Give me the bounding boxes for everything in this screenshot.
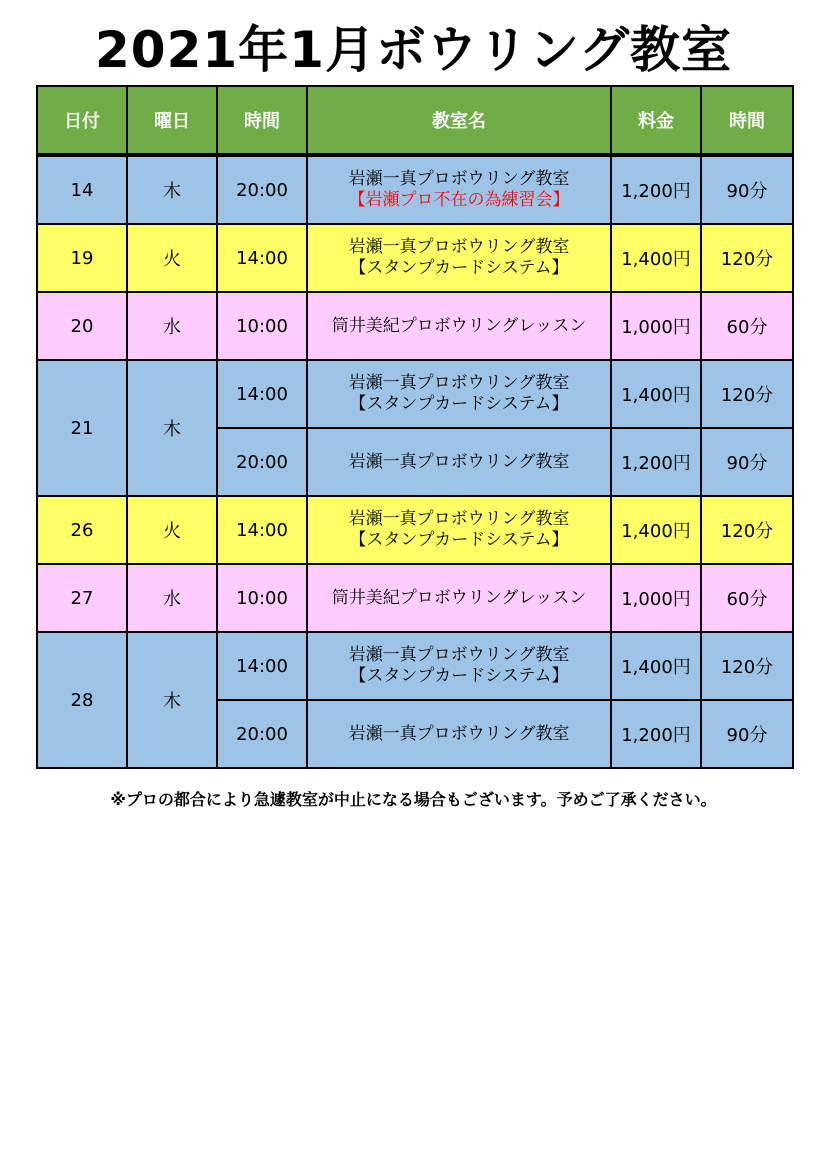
class-name: 岩瀬一真プロボウリング教室 xyxy=(348,237,570,257)
duration-cell: 90分 xyxy=(701,428,793,496)
class-name-cell xyxy=(307,360,611,428)
class-name-cell xyxy=(307,496,611,564)
class-name: 岩瀬一真プロボウリング教室 xyxy=(348,373,570,393)
time-cell: 10:00 xyxy=(217,292,307,360)
fee-cell: 1,400円 xyxy=(611,632,701,700)
time-cell: 20:00 xyxy=(217,155,307,224)
header-date: 日付 xyxy=(37,86,127,155)
fee-cell: 1,400円 xyxy=(611,360,701,428)
duration-cell: 120分 xyxy=(701,224,793,292)
table-row xyxy=(37,155,793,224)
weekday-cell: 水 xyxy=(127,292,217,360)
footnote: ※プロの都合により急遽教室が中止になる場合もございます。予めご了承ください。 xyxy=(110,790,717,809)
time-cell: 14:00 xyxy=(217,360,307,428)
date-cell: 14 xyxy=(37,155,127,224)
table-row xyxy=(37,496,793,564)
class-note: 【スタンプカードシステム】 xyxy=(349,530,569,550)
time-cell: 14:00 xyxy=(217,632,307,700)
weekday-cell: 木 xyxy=(127,632,217,768)
table-row xyxy=(37,224,793,292)
weekday-cell: 木 xyxy=(127,155,217,224)
fee-cell: 1,400円 xyxy=(611,496,701,564)
fee-cell: 1,200円 xyxy=(611,428,701,496)
header-duration: 時間 xyxy=(701,86,793,155)
page-title: 2021年1月ボウリング教室 xyxy=(95,21,732,79)
time-cell: 20:00 xyxy=(217,428,307,496)
date-cell: 28 xyxy=(37,632,127,768)
time-cell: 20:00 xyxy=(217,700,307,768)
date-cell: 20 xyxy=(37,292,127,360)
duration-cell: 90分 xyxy=(701,700,793,768)
schedule-table xyxy=(36,85,794,769)
class-name-cell xyxy=(307,428,611,496)
header-fee: 料金 xyxy=(611,86,701,155)
class-name-cell xyxy=(307,700,611,768)
class-name-cell xyxy=(307,292,611,360)
fee-cell: 1,200円 xyxy=(611,155,701,224)
date-cell: 26 xyxy=(37,496,127,564)
class-name: 岩瀬一真プロボウリング教室 xyxy=(348,169,570,189)
fee-cell: 1,200円 xyxy=(611,700,701,768)
duration-cell: 120分 xyxy=(701,632,793,700)
class-name-cell xyxy=(307,155,611,224)
date-cell: 27 xyxy=(37,564,127,632)
time-cell: 10:00 xyxy=(217,564,307,632)
class-name: 岩瀬一真プロボウリング教室 xyxy=(348,645,570,665)
class-name: 岩瀬一真プロボウリング教室 xyxy=(348,723,570,744)
class-name-cell xyxy=(307,564,611,632)
header-row xyxy=(37,86,793,155)
header-time: 時間 xyxy=(217,86,307,155)
duration-cell: 60分 xyxy=(701,564,793,632)
table-row xyxy=(37,564,793,632)
fee-cell: 1,400円 xyxy=(611,224,701,292)
table-row xyxy=(37,632,793,700)
weekday-cell: 木 xyxy=(127,360,217,496)
date-cell: 21 xyxy=(37,360,127,496)
class-name: 岩瀬一真プロボウリング教室 xyxy=(348,451,570,472)
duration-cell: 60分 xyxy=(701,292,793,360)
class-note: 【スタンプカードシステム】 xyxy=(349,666,569,686)
duration-cell: 90分 xyxy=(701,155,793,224)
class-note: 【スタンプカードシステム】 xyxy=(349,394,569,414)
time-cell: 14:00 xyxy=(217,496,307,564)
weekday-cell: 火 xyxy=(127,224,217,292)
fee-cell: 1,000円 xyxy=(611,292,701,360)
time-cell: 14:00 xyxy=(217,224,307,292)
fee-cell: 1,000円 xyxy=(611,564,701,632)
duration-cell: 120分 xyxy=(701,496,793,564)
weekday-cell: 火 xyxy=(127,496,217,564)
class-name-cell xyxy=(307,224,611,292)
header-weekday: 曜日 xyxy=(127,86,217,155)
duration-cell: 120分 xyxy=(701,360,793,428)
class-name: 筒井美紀プロボウリングレッスン xyxy=(331,587,587,608)
class-name-cell xyxy=(307,632,611,700)
class-name: 岩瀬一真プロボウリング教室 xyxy=(348,509,570,529)
weekday-cell: 水 xyxy=(127,564,217,632)
table-row xyxy=(37,360,793,428)
date-cell: 19 xyxy=(37,224,127,292)
class-note-warning: 【岩瀬プロ不在の為練習会】 xyxy=(348,190,570,210)
table-row xyxy=(37,292,793,360)
header-class-name: 教室名 xyxy=(307,86,611,155)
class-note: 【スタンプカードシステム】 xyxy=(349,258,569,278)
class-name: 筒井美紀プロボウリングレッスン xyxy=(331,315,587,336)
